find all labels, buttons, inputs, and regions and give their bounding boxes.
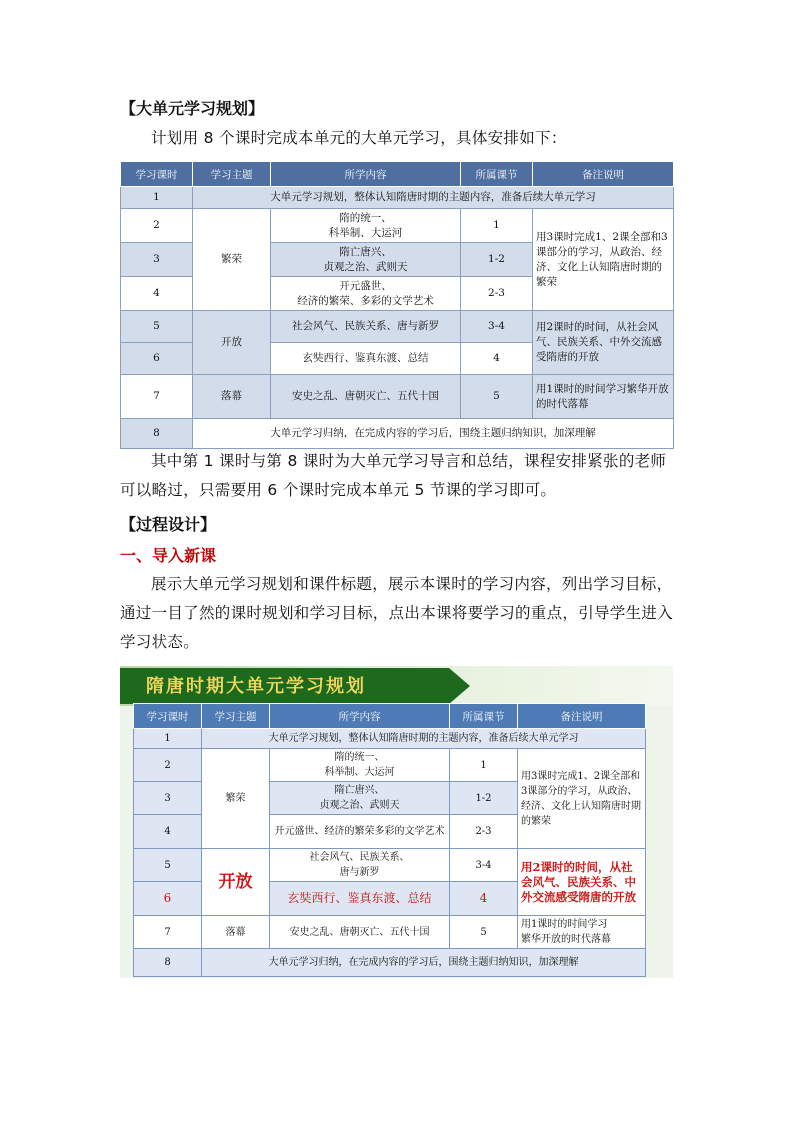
section-cell: 5 (450, 916, 518, 949)
intro-paragraph: 展示大单元学习规划和课件标题，展示本课时的学习内容，列出学习目标，通过一目了然的课时规划和学习目标，点出本课将要学习的重点，引导学生进入学习状态。 (120, 575, 674, 651)
section-cell: 1 (461, 209, 533, 243)
lesson-cell: 3 (121, 243, 193, 277)
header-cell: 备注说明 (533, 162, 674, 187)
table-header-row (121, 162, 674, 187)
lesson-cell: 5 (134, 849, 202, 882)
theme-cell: 落幕 (202, 916, 270, 949)
plan-intro: 计划用 8 个课时完成本单元的大单元学习，具体安排如下： (151, 129, 567, 147)
subheading-intro: 一、导入新课 (120, 546, 217, 565)
note-cell: 用1课时的时间学习繁华开放的时代落幕 (533, 375, 674, 419)
section-heading-process: 【过程设计】 (120, 515, 217, 534)
row-span-cell: 大单元学习归纳，在完成内容的学习后，围绕主题归纳知识，加深理解 (202, 949, 646, 977)
plan-table (120, 161, 674, 449)
theme-cell: 落幕 (193, 375, 271, 419)
table-header-row (134, 704, 646, 729)
content-cell: 安史之乱、唐朝灭亡、五代十国 (271, 375, 461, 419)
section-cell: 5 (461, 375, 533, 419)
note-cell: 用1课时的时间学习 繁华开放的时代落幕 (518, 916, 646, 949)
lesson-cell: 7 (134, 916, 202, 949)
section-cell: 3-4 (461, 311, 533, 343)
lesson-cell: 4 (134, 815, 202, 849)
lesson-cell: 3 (134, 782, 202, 815)
row-span-cell: 大单元学习归纳，在完成内容的学习后，围绕主题归纳知识，加深理解 (193, 419, 674, 449)
theme-cell-highlight: 开放 (202, 849, 270, 916)
table-row (134, 949, 646, 977)
section-cell-highlight: 4 (450, 882, 518, 916)
theme-cell: 开放 (193, 311, 271, 375)
plan-after-note: 其中第 1 课时与第 8 课时为大单元学习导言和总结，课程安排紧张的老师可以略过，只需要用 6 个课时完成本单元 5 节课的学习即可。 (120, 452, 667, 499)
table-row (134, 729, 646, 749)
content-cell: 隋亡唐兴、 贞观之治、武则天 (270, 782, 450, 815)
lesson-cell-highlight: 6 (134, 882, 202, 916)
slide-table (133, 703, 646, 977)
lesson-cell: 2 (134, 749, 202, 782)
table-row (121, 209, 674, 243)
lesson-cell: 1 (134, 729, 202, 749)
content-cell-highlight: 玄奘西行、鉴真东渡、总结 (270, 882, 450, 916)
section-cell: 1-2 (450, 782, 518, 815)
header-cell: 学习课时 (121, 162, 193, 187)
note-cell: 用2课时的时间，从社会风气、民族关系、中外交流感受隋唐的开放 (533, 311, 674, 375)
content-cell: 隋的统一、 科举制、大运河 (270, 749, 450, 782)
lesson-cell: 8 (134, 949, 202, 977)
header-cell: 学习主题 (193, 162, 271, 187)
section-cell: 1-2 (461, 243, 533, 277)
table-row (134, 849, 646, 882)
lesson-cell: 8 (121, 419, 193, 449)
note-cell-highlight: 用2课时的时间，从社会风气、民族关系、中外交流感受隋唐的开放 (518, 849, 646, 916)
lesson-cell: 7 (121, 375, 193, 419)
table-row (134, 916, 646, 949)
header-cell: 所属课节 (461, 162, 533, 187)
table-row (121, 375, 674, 419)
lesson-cell: 1 (121, 187, 193, 209)
theme-cell: 繁荣 (202, 749, 270, 849)
section-heading-plan: 【大单元学习规划】 (120, 99, 265, 118)
content-cell: 社会风气、民族关系、唐与新罗 (271, 311, 461, 343)
note-cell: 用3课时完成1、2课全部和3课部分的学习，从政治、经济、文化上认知隋唐时期的繁荣 (518, 749, 646, 849)
header-cell: 学习课时 (134, 704, 202, 729)
table-row (121, 311, 674, 343)
row-span-cell: 大单元学习规划，整体认知隋唐时期的主题内容，准备后续大单元学习 (193, 187, 674, 209)
section-cell: 2-3 (461, 277, 533, 311)
theme-cell: 繁荣 (193, 209, 271, 311)
section-cell: 3-4 (450, 849, 518, 882)
section-cell: 4 (461, 343, 533, 375)
content-cell: 社会风气、民族关系、 唐与新罗 (270, 849, 450, 882)
slide-banner-title: 隋唐时期大单元学习规划 (146, 676, 366, 697)
note-cell: 用3课时完成1、2课全部和3课部分的学习，从政治、经济、文化上认知隋唐时期的繁荣 (533, 209, 674, 311)
content-cell: 开元盛世、 经济的繁荣、多彩的文学艺术 (271, 277, 461, 311)
content-cell: 开元盛世、经济的繁荣多彩的文学艺术 (270, 815, 450, 849)
header-cell: 学习主题 (202, 704, 270, 729)
section-cell: 1 (450, 749, 518, 782)
header-cell: 所学内容 (271, 162, 461, 187)
table-row (134, 749, 646, 782)
section-cell: 2-3 (450, 815, 518, 849)
table-row (121, 187, 674, 209)
header-cell: 所学内容 (270, 704, 450, 729)
lesson-cell: 5 (121, 311, 193, 343)
content-cell: 安史之乱、唐朝灭亡、五代十国 (270, 916, 450, 949)
header-cell: 所属课节 (450, 704, 518, 729)
lesson-cell: 4 (121, 277, 193, 311)
header-cell: 备注说明 (518, 704, 646, 729)
content-cell: 玄奘西行、鉴真东渡、总结 (271, 343, 461, 375)
lesson-cell: 6 (121, 343, 193, 375)
table-row (121, 419, 674, 449)
lesson-cell: 2 (121, 209, 193, 243)
row-span-cell: 大单元学习规划，整体认知隋唐时期的主题内容，准备后续大单元学习 (202, 729, 646, 749)
content-cell: 隋的统一、 科举制、大运河 (271, 209, 461, 243)
content-cell: 隋亡唐兴、 贞观之治、武则天 (271, 243, 461, 277)
